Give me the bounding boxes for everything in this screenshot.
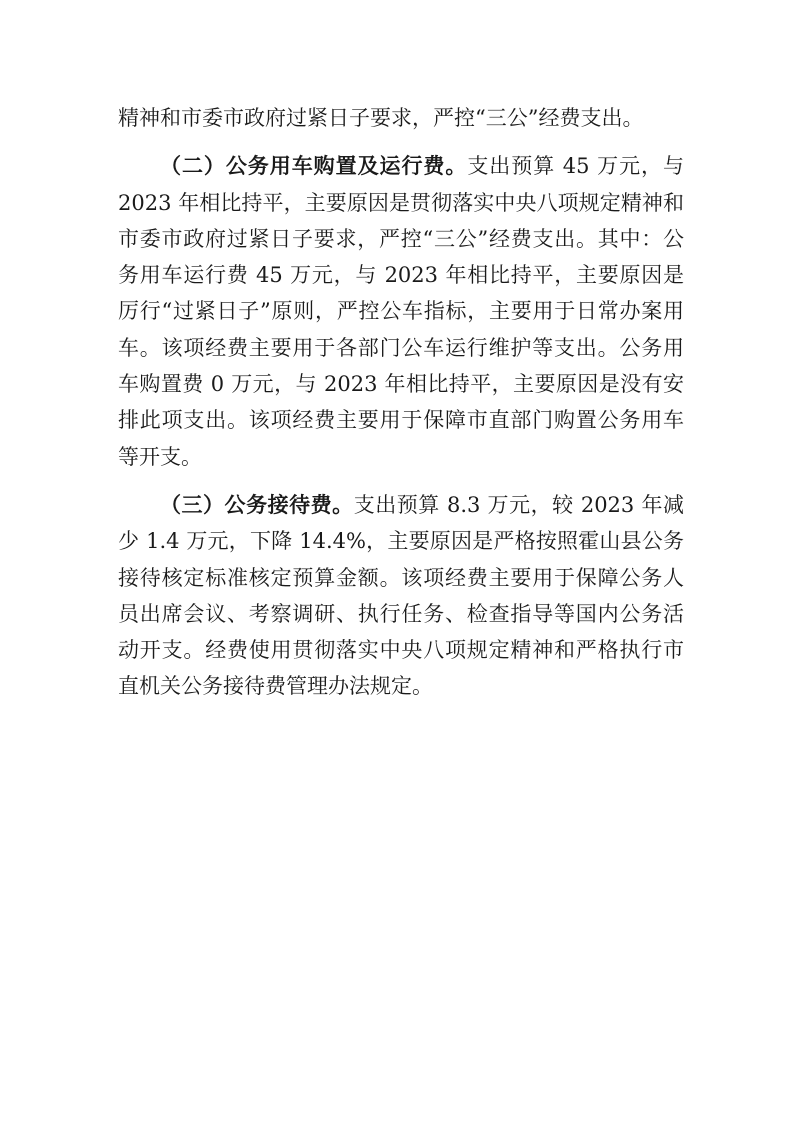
paragraph-text: 精神和市委市政府过紧日子要求，严控“三公”经费支出。	[118, 106, 644, 130]
section-heading-vehicle: （二）公务用车购置及运行费。	[160, 154, 468, 179]
paragraph-text: 支出预算 45 万元，与 2023 年相比持平，主要原因是贯彻落实中央八项规定精神和市委市政府过紧日子要求，严控“三公”经费支出。其中：公务用车运行费 45 万元，与 2023 年相比持平，主要原因是厉行“过紧日子”原则，严控公车指标，主要用于日常办案用车。该项经费主要用于各部门公车运行维护等支出。公务用车购置费 0 万元，与 2023 年相比持平，主要原因是没有安排此项支出。该项经费主要用于保障市直部门购置公务用车等开支。	[118, 154, 684, 469]
paragraph-text: 支出预算 8.3 万元，较 2023 年减少 1.4 万元，下降 14.4%，主要原因是严格按照霍山县公务接待核定标准核定预算金额。该项经费主要用于保障公务人员出席会议、考察调研、执行任务、检查指导等国内公务活动开支。经费使用贯彻落实中央八项规定精神和严格执行市直机关公务接待费管理办法规定。	[118, 492, 684, 699]
document-page	[118, 100, 684, 705]
paragraph-vehicle-expenses	[118, 148, 684, 475]
paragraph-reception-expenses	[118, 487, 684, 705]
section-heading-reception: （三）公务接待费。	[160, 492, 354, 517]
paragraph-continuation	[118, 100, 684, 136]
